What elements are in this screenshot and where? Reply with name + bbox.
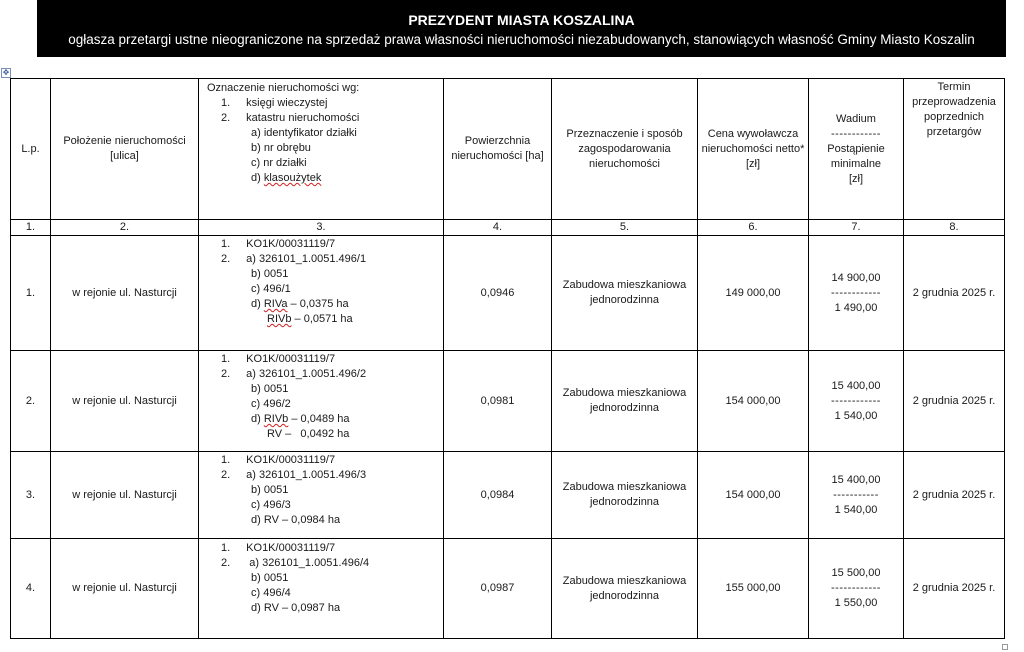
column-numbers-row	[11, 220, 1005, 236]
header-oznaczenie-a: a) identyfikator działki	[251, 127, 357, 139]
row-powierzchnia: 0,0981	[444, 351, 552, 452]
header-lp: L.p.	[11, 79, 51, 220]
row-termin: 2 grudnia 2025 r.	[904, 452, 1005, 539]
header-oznaczenie-b: b) nr obrębu	[251, 142, 311, 154]
row-polozenie: w rejonie ul. Nasturcji	[51, 452, 199, 539]
row-polozenie: w rejonie ul. Nasturcji	[51, 351, 199, 452]
column-number: 1.	[11, 220, 51, 236]
row-termin: 2 grudnia 2025 r.	[904, 539, 1005, 639]
header-powierzchnia: Powierzchnia nieruchomości [ha]	[444, 79, 552, 220]
header-oznaczenie-intro: Oznaczenie nieruchomości wg:	[207, 82, 360, 94]
banner-subtitle: ogłasza przetargi ustne nieograniczone na sprzedaż prawa własności nieruchomości niezabudowanych, stanowiących własność Gminy Miasto Koszalin	[68, 32, 975, 47]
property-table	[10, 78, 1005, 639]
row-przeznaczenie: Zabudowa mieszkaniowa jednorodzinna	[552, 452, 698, 539]
row-przeznaczenie: Zabudowa mieszkaniowa jednorodzinna	[552, 236, 698, 351]
row-cena: 155 000,00	[698, 539, 809, 639]
header-wadium: Wadium ------------ Postąpienie minimalne [zł]	[809, 79, 904, 220]
row-cena: 149 000,00	[698, 236, 809, 351]
table-resize-handle-icon[interactable]	[1002, 644, 1008, 650]
row-powierzchnia: 0,0987	[444, 539, 552, 639]
header-oznaczenie-c: c) nr działki	[251, 157, 307, 169]
row-cena: 154 000,00	[698, 351, 809, 452]
header-oznaczenie-item1: 1. księgi wieczystej	[221, 97, 328, 109]
row-przeznaczenie: Zabudowa mieszkaniowa jednorodzinna	[552, 539, 698, 639]
header-termin: Termin przeprowadzenia poprzednich przetargów	[904, 79, 1005, 220]
header-przeznaczenie: Przeznaczenie i sposób zagospodarowania nieruchomości	[552, 79, 698, 220]
row-oznaczenie: 1. KO1K/00031119/7 2. a) 326101_1.0051.496/3 b) 0051 c) 496/3 d) RV – 0,0984 ha	[199, 452, 444, 539]
table-row	[11, 539, 1005, 639]
row-powierzchnia: 0,0946	[444, 236, 552, 351]
banner-title: PREZYDENT MIASTA KOSZALINA	[408, 12, 635, 28]
row-polozenie: w rejonie ul. Nasturcji	[51, 539, 199, 639]
table-row	[11, 236, 1005, 351]
row-oznaczenie: 1. KO1K/00031119/7 2. a) 326101_1.0051.496/1 b) 0051 c) 496/1 d) RIVa – 0,0375 ha RIVb – 0,0571 ha	[199, 236, 444, 351]
row-wadium: 15 400,00 ------------ 1 540,00	[809, 351, 904, 452]
row-wadium: 15 400,00 ----------- 1 540,00	[809, 452, 904, 539]
header-polozenie: Położenie nieruchomości [ulica]	[51, 79, 199, 220]
announcement-banner	[37, 0, 1006, 57]
header-oznaczenie-d: d) klasoużytek	[251, 172, 322, 184]
row-termin: 2 grudnia 2025 r.	[904, 236, 1005, 351]
row-lp: 2.	[11, 351, 51, 452]
row-polozenie: w rejonie ul. Nasturcji	[51, 236, 199, 351]
row-lp: 3.	[11, 452, 51, 539]
column-number: 5.	[552, 220, 698, 236]
row-oznaczenie: 1. KO1K/00031119/7 2. a) 326101_1.0051.496/4 b) 0051 c) 496/4 d) RV – 0,0987 ha	[199, 539, 444, 639]
column-number: 4.	[444, 220, 552, 236]
column-number: 2.	[51, 220, 199, 236]
header-oznaczenie	[199, 79, 444, 220]
table-row	[11, 452, 1005, 539]
column-number: 8.	[904, 220, 1005, 236]
row-termin: 2 grudnia 2025 r.	[904, 351, 1005, 452]
table-row	[11, 351, 1005, 452]
header-row	[11, 79, 1005, 220]
header-cena: Cena wywoławcza nieruchomości netto* [zł]	[698, 79, 809, 220]
row-przeznaczenie: Zabudowa mieszkaniowa jednorodzinna	[552, 351, 698, 452]
column-number: 7.	[809, 220, 904, 236]
row-wadium: 15 500,00 ------------ 1 550,00	[809, 539, 904, 639]
row-oznaczenie: 1. KO1K/00031119/7 2. a) 326101_1.0051.496/2 b) 0051 c) 496/2 d) RIVb – 0,0489 ha RV – 0,0492 ha	[199, 351, 444, 452]
row-lp: 1.	[11, 236, 51, 351]
column-number: 3.	[199, 220, 444, 236]
column-number: 6.	[698, 220, 809, 236]
table-move-handle-icon[interactable]: ✥	[2, 68, 10, 77]
header-oznaczenie-item2: 2. katastru nieruchomości	[221, 112, 360, 124]
row-wadium: 14 900,00 ------------ 1 490,00	[809, 236, 904, 351]
row-cena: 154 000,00	[698, 452, 809, 539]
row-powierzchnia: 0,0984	[444, 452, 552, 539]
row-lp: 4.	[11, 539, 51, 639]
